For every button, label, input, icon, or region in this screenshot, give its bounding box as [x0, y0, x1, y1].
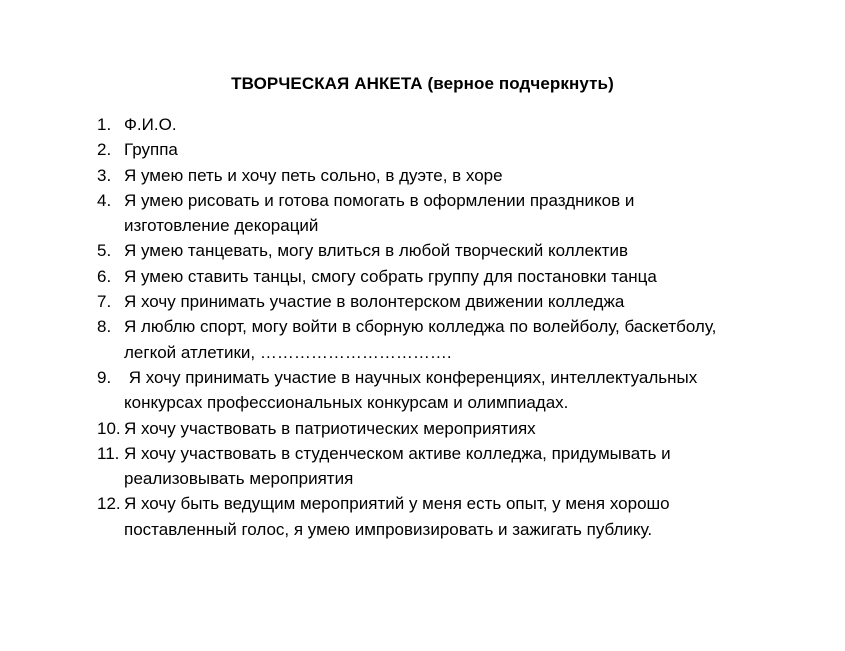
- item-text: Я хочу участвовать в студенческом активе колледжа, придумывать и: [124, 443, 671, 463]
- item-number: 7.: [97, 292, 112, 312]
- item-text-continuation: легкой атлетики, …………………………….: [124, 342, 452, 362]
- item-number: 1.: [97, 115, 112, 134]
- item-text: Я люблю спорт, могу войти в сборную колледжа по волейболу, баскетболу,: [124, 317, 717, 337]
- item-text: Я умею танцевать, могу влиться в любой творческий коллектив: [124, 241, 628, 261]
- list-item: [97, 163, 817, 188]
- item-number: 8.: [97, 317, 112, 337]
- item-text: Группа: [124, 140, 178, 160]
- item-text: Я хочу быть ведущим мероприятий у меня есть опыт, у меня хорошо: [124, 494, 670, 514]
- item-number: 2.: [97, 140, 112, 160]
- list-item: [97, 112, 817, 137]
- list-item: [97, 137, 817, 162]
- item-text-continuation: поставленный голос, я умею импровизировать и зажигать публику.: [124, 519, 653, 539]
- list-item: [97, 314, 817, 365]
- item-number: 5.: [97, 241, 112, 261]
- list-item: [97, 238, 817, 263]
- item-text: Я хочу участвовать в патриотических мероприятиях: [124, 418, 536, 438]
- item-text-continuation: изготовление декораций: [124, 216, 319, 236]
- list-item: [97, 188, 817, 239]
- page-title: ТВОРЧЕСКАЯ АНКЕТА (верное подчеркнуть): [231, 74, 614, 93]
- item-text-continuation: конкурсах профессиональных конкурсам и олимпиадах.: [124, 393, 569, 413]
- list-item: [97, 416, 817, 441]
- item-number: 6.: [97, 266, 112, 286]
- list-item: [97, 491, 817, 542]
- item-number: 3.: [97, 165, 112, 185]
- item-text: Я умею петь и хочу петь сольно, в дуэте, в хоре: [124, 165, 503, 185]
- item-text: Я умею ставить танцы, смогу собрать группу для постановки танца: [124, 266, 657, 286]
- questionnaire-list: [97, 112, 817, 542]
- item-number: 11.: [97, 443, 120, 463]
- item-number: 9.: [97, 367, 112, 387]
- item-text: Ф.И.О.: [124, 115, 177, 134]
- item-text-continuation: реализовывать мероприятия: [124, 469, 354, 489]
- list-item: [97, 365, 817, 416]
- list-item: [97, 441, 817, 492]
- item-text: Я хочу принимать участие в волонтерском движении колледжа: [124, 292, 625, 312]
- list-item: [97, 264, 817, 289]
- item-number: 4.: [97, 190, 112, 210]
- item-number: 12.: [97, 494, 121, 514]
- item-number: 10.: [97, 418, 121, 438]
- item-text: Я хочу принимать участие в научных конференциях, интеллектуальных: [124, 367, 698, 387]
- item-text: Я умею рисовать и готова помогать в оформлении праздников и: [124, 190, 635, 210]
- list-item: [97, 289, 817, 314]
